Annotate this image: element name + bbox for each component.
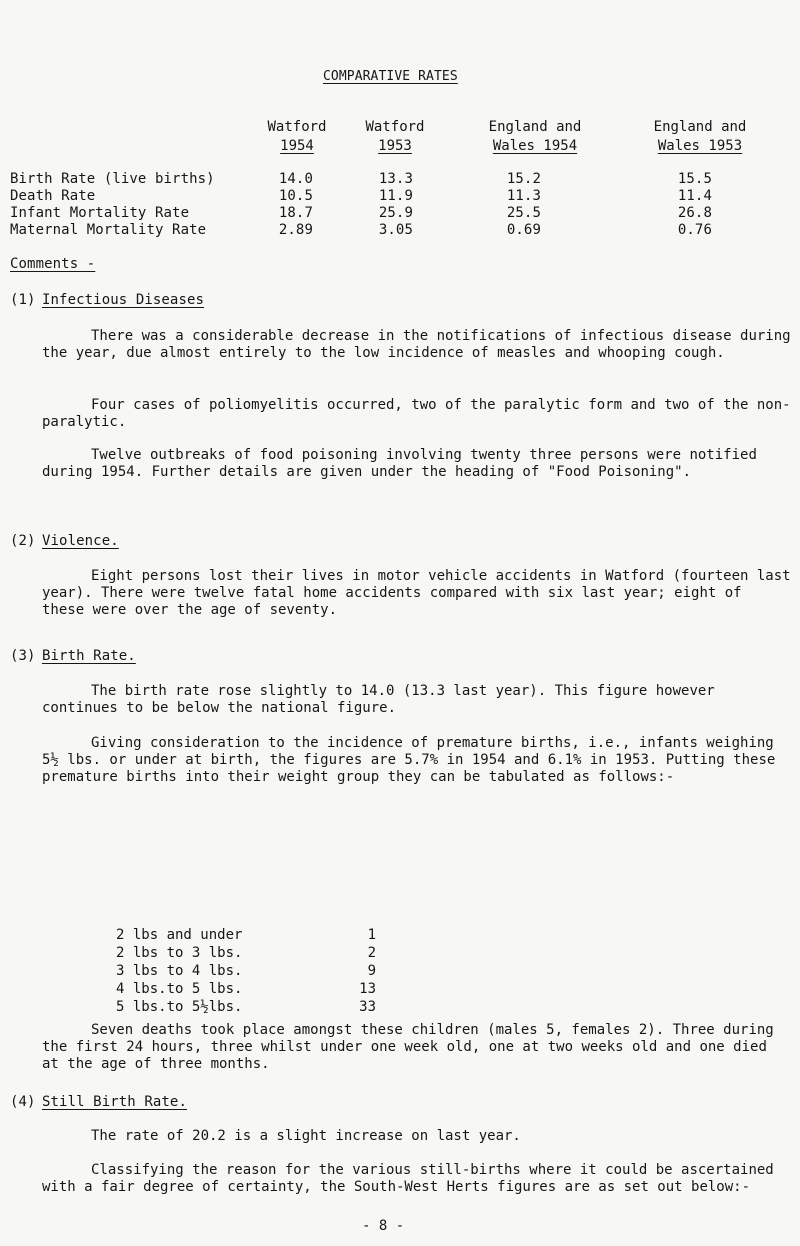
table-cell: 15.5: [677, 171, 712, 187]
paragraph: The rate of 20.2 is a slight increase on last year.: [91, 1128, 521, 1144]
column-header-england-wales-1953: [640, 118, 760, 156]
table-cell: 18.7: [278, 205, 313, 221]
column-header-line1: Watford: [267, 119, 327, 135]
paragraph: Twelve outbreaks of food poisoning involving twenty three persons were notified during 1954. Further details are given under the heading of "Food Poisoning".: [42, 447, 757, 480]
weight-group-label: 2 lbs and under: [116, 927, 243, 943]
table-row: [116, 944, 376, 962]
table-cell: 11.9: [378, 188, 413, 204]
section-title-birth-rate: Birth Rate.: [42, 648, 136, 664]
paragraph: Classifying the reason for the various still-births where it could be ascertained with a fair degree of certainty, the South-West Herts figures are as set out below:-: [42, 1162, 774, 1195]
page-title: COMPARATIVE RATES: [323, 69, 458, 84]
table-cell: 26.8: [677, 205, 712, 221]
paragraph: Four cases of poliomyelitis occurred, two of the paralytic form and two of the non-paralytic.: [42, 397, 791, 430]
section-number: (4): [10, 1094, 36, 1110]
paragraph: Giving consideration to the incidence of premature births, i.e., infants weighing 5½ lbs. or under at birth, the figures are 5.7% in 1954 and 6.1% in 1953. Putting these premature births into their weight group they can be tabulated as follows:-: [42, 735, 776, 785]
row-label-infant-mortality: Infant Mortality Rate: [10, 205, 190, 221]
page-number: - 8 -: [362, 1218, 405, 1234]
table-row: [116, 962, 376, 980]
table-cell: 2.89: [278, 222, 313, 238]
section-title-violence: Violence.: [42, 533, 119, 549]
paragraph: There was a considerable decrease in the notifications of infectious disease during the year, due almost entirely to the low incidence of measles and whooping cough.: [42, 328, 791, 361]
table-cell: 0.69: [506, 222, 541, 238]
table-cell: 13.3: [378, 171, 413, 187]
column-header-line2: 1954: [280, 138, 314, 154]
row-label-birth-rate: Birth Rate (live births): [10, 171, 215, 187]
weight-group-table: [116, 926, 376, 1016]
section-title-infectious-diseases: Infectious Diseases: [42, 292, 205, 308]
weight-group-count: 13: [359, 981, 376, 997]
column-header-line2: 1953: [378, 138, 412, 154]
column-header-line2: Wales 1953: [657, 138, 743, 154]
paragraph: The birth rate rose slightly to 14.0 (13.3 last year). This figure however continues to be below the national figure.: [42, 683, 715, 716]
weight-group-label: 5 lbs.to 5½lbs.: [116, 999, 243, 1015]
comments-heading: [10, 255, 95, 273]
section-number: (1): [10, 292, 36, 308]
section-number: (2): [10, 533, 36, 549]
section-title-still-birth-rate: Still Birth Rate.: [42, 1094, 187, 1110]
weight-group-label: 3 lbs to 4 lbs.: [116, 963, 243, 979]
table-cell: 3.05: [378, 222, 413, 238]
column-header-watford-1953: [350, 118, 440, 156]
table-cell: 0.76: [677, 222, 712, 238]
weight-group-label: 2 lbs to 3 lbs.: [116, 945, 243, 961]
paragraph: Seven deaths took place amongst these children (males 5, females 2). Three during the first 24 hours, three whilst under one week old, one at two weeks old and one died at the age of three months.: [42, 1022, 774, 1072]
weight-group-count: 1: [367, 927, 376, 943]
table-cell: 10.5: [278, 188, 313, 204]
column-header-watford-1954: [252, 118, 342, 156]
column-header-england-wales-1954: [475, 118, 595, 156]
paragraph: Eight persons lost their lives in motor vehicle accidents in Watford (fourteen last year). There were twelve fatal home accidents compared with six last year; eight of these were over the age of seventy.: [42, 568, 791, 618]
weight-group-count: 33: [359, 999, 376, 1015]
section-number: (3): [10, 648, 36, 664]
weight-group-count: 9: [367, 963, 376, 979]
weight-group-count: 2: [367, 945, 376, 961]
column-header-line1: Watford: [365, 119, 425, 135]
column-header-line2: Wales 1954: [492, 138, 578, 154]
column-header-line1: England and: [488, 119, 582, 135]
table-cell: 14.0: [278, 171, 313, 187]
column-header-line1: England and: [653, 119, 747, 135]
comments-heading-text: Comments -: [10, 256, 96, 272]
table-row: [116, 926, 376, 944]
table-row: [116, 980, 376, 998]
row-label-death-rate: Death Rate: [10, 188, 96, 204]
table-cell: 25.5: [506, 205, 541, 221]
table-cell: 25.9: [378, 205, 413, 221]
table-cell: 11.4: [677, 188, 712, 204]
table-cell: 15.2: [506, 171, 541, 187]
table-row: [116, 998, 376, 1016]
row-label-maternal-mortality: Maternal Mortality Rate: [10, 222, 207, 238]
table-cell: 11.3: [506, 188, 541, 204]
weight-group-label: 4 lbs.to 5 lbs.: [116, 981, 243, 997]
